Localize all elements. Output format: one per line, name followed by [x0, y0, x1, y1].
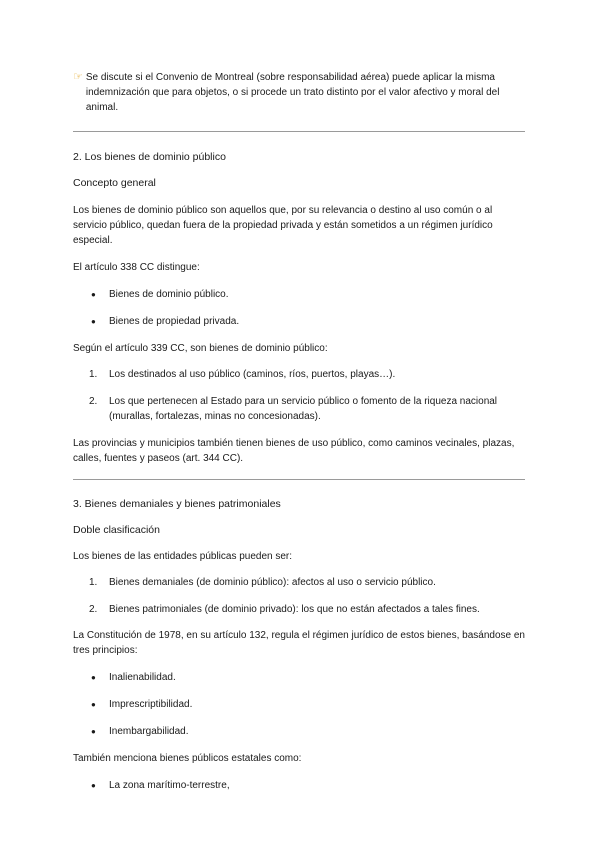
list-item: ● La zona marítimo-terrestre, [73, 778, 525, 793]
list-item: 1. Bienes demaniales (de dominio público): afectos al uso o servicio público. [89, 577, 436, 588]
section-divider [73, 131, 525, 132]
list-item: ● Bienes de dominio público. [73, 287, 525, 302]
bullet-icon: ● [91, 673, 96, 682]
list-item: ● Bienes de propiedad privada. [73, 314, 525, 329]
pointing-hand-icon: ☞ [73, 71, 83, 83]
section-3-paragraph: Los bienes de las entidades públicas pueden ser: [73, 551, 293, 562]
bullet-icon: ● [91, 317, 96, 326]
section-3-paragraph: La Constitución de 1978, en su artículo 132, regula el régimen jurídico de estos bienes, basándose en tres principios: [73, 630, 525, 656]
section-2-paragraph: Según el artículo 339 CC, son bienes de dominio público: [73, 343, 328, 354]
bullet-icon: ● [91, 700, 96, 709]
section-2-subheading: Concepto general [73, 177, 156, 189]
section-2-paragraph: Los bienes de dominio público son aquellos que, por su relevancia o destino al uso común o al servicio público, quedan fuera de la propiedad privada y están sometidos a un régimen jurídico especial. [73, 205, 493, 246]
section-3-paragraph: También menciona bienes públicos estatales como: [73, 753, 302, 764]
bullet-icon: ● [91, 781, 96, 790]
numbered-list [73, 575, 525, 617]
bullet-icon: ● [91, 727, 96, 736]
bullet-list [73, 287, 525, 329]
list-item: ● Inalienabilidad. [73, 670, 525, 685]
bullet-list [73, 670, 525, 739]
bullet-list [73, 778, 525, 793]
list-item: 2. Bienes patrimoniales (de dominio privado): los que no están afectados a tales fines. [89, 604, 480, 615]
section-2-heading: 2. Los bienes de dominio público [73, 151, 226, 163]
section-2-paragraph: El artículo 338 CC distingue: [73, 262, 200, 273]
list-item: ● Inembargabilidad. [73, 724, 525, 739]
section-divider [73, 479, 525, 480]
section-3-subheading: Doble clasificación [73, 524, 160, 536]
list-item: 2. Los que pertenecen al Estado para un servicio público o fomento de la riqueza nacional (murallas, fortalezas, minas no concesionadas). [89, 396, 498, 422]
document-page [73, 70, 525, 793]
section-3-heading: 3. Bienes demaniales y bienes patrimoniales [73, 498, 281, 510]
list-item: ● Imprescriptibilidad. [73, 697, 525, 712]
list-item: 1. Los destinados al uso público (caminos, ríos, puertos, playas…). [89, 369, 396, 380]
intro-note [73, 70, 525, 115]
bullet-icon: ● [91, 290, 96, 299]
numbered-list [73, 367, 525, 424]
intro-note-text: Se discute si el Convenio de Montreal (sobre responsabilidad aérea) puede aplicar la misma indemnización que para objetos, o si procede un trato distinto por el valor afectivo y moral del animal. [85, 72, 500, 113]
section-2-paragraph: Las provincias y municipios también tienen bienes de uso público, como caminos vecinales, plazas, calles, fuentes y paseos (art. 344 CC). [73, 438, 515, 464]
